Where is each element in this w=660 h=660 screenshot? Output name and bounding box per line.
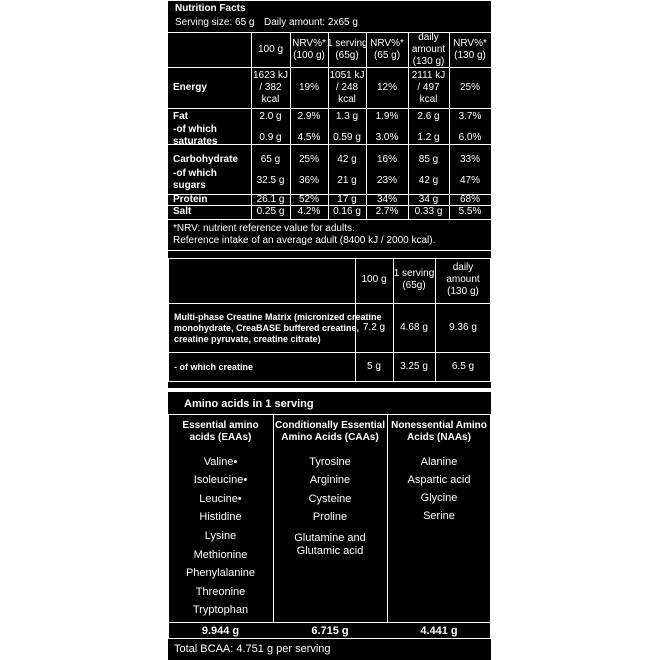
- energy-value: 2111 kJ / 497 kcal: [411, 70, 446, 105]
- salt-value: 0.33 g: [414, 206, 443, 217]
- amino-total: 6.715 g: [311, 624, 349, 637]
- sugars-value: 23%: [376, 175, 397, 186]
- nutrition-facts-table: [168, 0, 491, 251]
- carbohydrate-value: 16%: [376, 154, 397, 165]
- essential-amino-acid: Tryptophan: [192, 604, 249, 617]
- row-label-saturates: -of which saturates: [173, 124, 218, 147]
- carbohydrate-value: 25%: [298, 154, 319, 165]
- row-divider: [168, 622, 491, 623]
- fat-value: 2.6 g: [417, 111, 440, 122]
- salt-value: 4.2%: [297, 206, 321, 217]
- fat-value: 1.3 g: [335, 111, 359, 122]
- row-divider: [168, 108, 491, 109]
- energy-value: 12%: [376, 82, 397, 93]
- essential-amino-acid: Leucine•: [199, 492, 242, 505]
- creatine-column-header: 100 g: [361, 274, 387, 285]
- creatine-matrix-value: 7.2 g: [362, 322, 386, 333]
- amino-column-header-conditional: Conditionally Essential Amino Acids (CAAs): [274, 420, 386, 443]
- column-header: daily amount (130 g): [411, 32, 446, 67]
- energy-value: 25%: [459, 82, 480, 93]
- row-label-protein: Protein: [173, 194, 208, 205]
- row-divider: [168, 414, 491, 415]
- saturates-value: 0.59 g: [333, 132, 361, 143]
- essential-amino-acid: Isoleucine•: [193, 474, 248, 487]
- carbohydrate-value: 85 g: [418, 154, 439, 165]
- protein-value: 34%: [376, 194, 397, 205]
- energy-value: 1623 kJ / 382 kcal: [252, 70, 289, 105]
- essential-amino-acid: Threonine: [195, 585, 246, 598]
- sugars-value: 21 g: [337, 175, 357, 186]
- saturates-value: 4.5%: [297, 132, 321, 143]
- conditional-amino-acid: Proline: [312, 511, 348, 524]
- salt-value: 5.5%: [458, 206, 482, 217]
- column-divider: [387, 414, 388, 622]
- table-border-left: [168, 258, 169, 381]
- conditional-amino-acid: Glutamine and Glutamic acid: [294, 532, 366, 557]
- column-header: NRV%* (65 g): [370, 38, 404, 61]
- table-border-right: [490, 414, 491, 638]
- sugars-value: 32.5 g: [256, 175, 285, 186]
- column-divider: [273, 414, 274, 622]
- salt-value: 2.7%: [375, 206, 399, 217]
- amino-total: 4.441 g: [420, 624, 458, 637]
- nutrition-facts-title: Nutrition Facts: [175, 3, 246, 14]
- of-which-creatine-value: 6.5 g: [451, 361, 475, 372]
- amino-acids-title: Amino acids in 1 serving: [184, 398, 314, 410]
- sugars-value: 36%: [298, 175, 319, 186]
- creatine-matrix-value: 4.68 g: [400, 322, 428, 333]
- row-divider: [168, 638, 491, 639]
- nonessential-amino-acid: Alanine: [420, 455, 458, 468]
- creatine-matrix-label: Multi-phase Creatine Matrix (micronized creatine monohydrate, CreaBASE buffered creatine, creatine pyruvate, creatine citrate): [174, 311, 382, 344]
- essential-amino-acid: Valine•: [203, 455, 238, 468]
- creatine-column-header: 1 serving (65g): [393, 268, 435, 291]
- carbohydrate-value: 33%: [459, 154, 480, 165]
- saturates-value: 0.9 g: [259, 132, 282, 143]
- nonessential-amino-acid: Aspartic acid: [407, 473, 471, 486]
- salt-value: 0.16 g: [333, 206, 361, 217]
- nonessential-amino-acid: Serine: [423, 510, 455, 523]
- fat-value: 2.9%: [297, 111, 321, 122]
- sugars-value: 42 g: [418, 175, 439, 186]
- nonessential-amino-acid: Glycine: [420, 491, 458, 504]
- protein-value: 34 g: [418, 194, 439, 205]
- row-label-salt: Salt: [173, 206, 192, 217]
- fat-value: 3.7%: [458, 111, 482, 122]
- carbohydrate-value: 42 g: [337, 154, 357, 165]
- conditional-amino-acid: Cysteine: [308, 492, 352, 505]
- table-border-right: [490, 258, 491, 381]
- protein-value: 52%: [298, 194, 319, 205]
- amino-acids-table: [168, 392, 491, 660]
- column-header: 1 serving (65g): [327, 38, 368, 61]
- fat-value: 2.0 g: [259, 111, 282, 122]
- daily-amount: Daily amount: 2x65 g: [264, 17, 358, 28]
- amino-column-header-nonessential: Nonessential Amino Acids (NAAs): [391, 420, 487, 443]
- row-label-fat: Fat: [173, 111, 188, 122]
- protein-value: 26.1 g: [256, 194, 285, 205]
- footnote-reference-intake: Reference intake of an average adult (8400 kJ / 2000 kcal).: [173, 235, 436, 246]
- total-bcaa: Total BCAA: 4.751 g per serving: [174, 642, 331, 655]
- essential-amino-acid: Histidine: [199, 511, 242, 524]
- creatine-column-header: daily amount (130 g): [446, 262, 480, 297]
- of-which-creatine-value: 5 g: [367, 361, 381, 372]
- conditional-amino-acid: Arginine: [309, 474, 351, 487]
- row-divider: [168, 303, 491, 304]
- row-divider: [168, 381, 491, 382]
- creatine-matrix-value: 9.36 g: [449, 322, 477, 333]
- column-header: 100 g: [257, 44, 284, 55]
- table-border-top: [168, 0, 491, 1]
- carbohydrate-value: 65 g: [260, 154, 281, 165]
- saturates-value: 3.0%: [375, 132, 399, 143]
- essential-amino-acid: Methionine: [193, 548, 248, 561]
- fat-value: 1.9%: [375, 111, 399, 122]
- footnote-nrv: *NRV: nutrient reference value for adults.: [173, 223, 355, 234]
- column-header: NRV%* (100 g): [292, 38, 326, 61]
- sugars-value: 47%: [459, 175, 480, 186]
- essential-amino-acid: Lysine: [204, 529, 237, 542]
- saturates-value: 6.0%: [458, 132, 482, 143]
- row-label-carbohydrate: Carbohydrate: [173, 154, 239, 165]
- protein-value: 68%: [459, 194, 480, 205]
- of-which-creatine-value: 3.25 g: [400, 361, 428, 372]
- conditional-amino-acid: Tyrosine: [309, 455, 351, 468]
- amino-column-header-essential: Essential amino acids (EAAs): [182, 420, 259, 443]
- energy-value: 1051 kJ / 248 kcal: [329, 70, 365, 105]
- amino-total: 9.944 g: [201, 624, 240, 637]
- creatine-table: [168, 251, 491, 388]
- table-border-left: [168, 414, 169, 638]
- row-label-energy: Energy: [173, 82, 207, 93]
- energy-value: 19%: [298, 82, 319, 93]
- protein-value: 17 g: [337, 194, 357, 205]
- column-divider: [251, 32, 252, 219]
- essential-amino-acid: Phenylalanine: [185, 567, 256, 580]
- serving-size: Serving size: 65 g: [175, 17, 255, 28]
- row-label-sugars: -of which sugars: [173, 168, 217, 191]
- column-header: NRV%* (130 g): [453, 38, 487, 61]
- row-divider: [168, 219, 491, 220]
- of-which-creatine-label: - of which creatine: [174, 362, 254, 372]
- row-divider: [168, 258, 491, 259]
- salt-value: 0.25 g: [256, 206, 285, 217]
- saturates-value: 1.2 g: [417, 132, 440, 143]
- row-divider: [168, 352, 491, 353]
